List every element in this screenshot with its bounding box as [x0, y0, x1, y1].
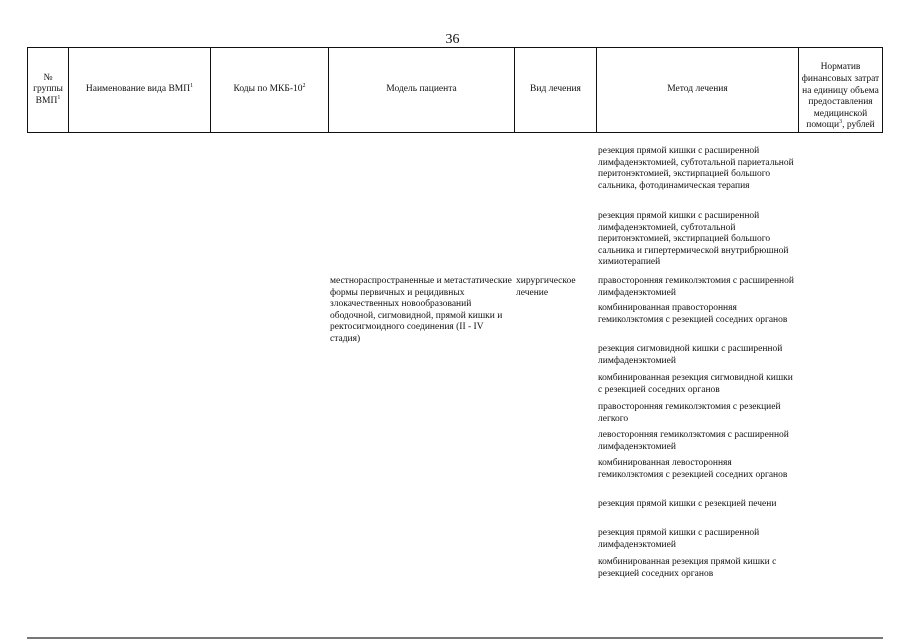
column-divider: [68, 47, 69, 133]
header-bottom-border: [27, 132, 883, 133]
method-item: правосторонняя гемиколэктомия с резекцией легкого: [598, 402, 781, 424]
method-item: резекция сигмовидной кишки с расширенной лимфаденэктомией: [598, 344, 783, 366]
method-item: левосторонняя гемиколэктомия с расширенной лимфаденэктомией: [598, 430, 789, 452]
method-item: резекция прямой кишки с расширенной лимфаденэктомией, субтотальной перитонэктомией, экстирпацией большого сальника и гипертермической внутрибрюшной химиотерапией: [598, 211, 789, 268]
header-treatment-type-text: Вид лечения: [530, 84, 581, 95]
method-item: резекция прямой кишки с резекцией печени: [598, 499, 777, 509]
footnote-marker: 3: [839, 119, 843, 126]
column-divider: [328, 47, 329, 133]
footnote-marker: 1: [57, 94, 61, 101]
column-divider: [882, 47, 883, 133]
header-treatment-method-text: Метод лечения: [667, 84, 728, 95]
method-item: резекция прямой кишки с расширенной лимфаденэктомией: [598, 528, 760, 550]
header-patient-model-text: Модель пациента: [386, 84, 457, 95]
method-item: комбинированная резекция сигмовидной кишки с резекцией соседних органов: [598, 373, 793, 395]
header-vmp-name-text: Наименование вида ВМП: [85, 84, 191, 95]
header-vmp-name: [70, 48, 209, 132]
method-item: комбинированная резекция прямой кишки с резекцией соседних органов: [598, 557, 777, 579]
method-item: резекция прямой кишки с расширенной лимфаденэктомией, субтотальной париетальной перитонэктомией, экстирпацией большого сальника, фотодинамическая терапия: [598, 146, 794, 191]
header-treatment-type: [516, 48, 595, 132]
header-group-number: [29, 48, 67, 132]
page-number: 36: [445, 32, 460, 47]
treatment-type-cell: хирургическое лечение: [516, 276, 576, 298]
header-treatment-method: [598, 48, 797, 132]
column-divider: [514, 47, 515, 133]
header-financial-norm-text: Норматив финансовых затрат на единицу объема предоставления медицинской помощи: [801, 62, 880, 131]
patient-model-cell: местнораспространенные и метастатические формы первичных и рецидивных злокачественных новообразований ободочной, сигмовидной, прямой кишки и ректосигмоидного соединения (II - IV стадия): [330, 276, 512, 344]
footnote-marker: 2: [302, 83, 306, 90]
header-financial-norm-unit: , рублей: [842, 120, 875, 131]
column-divider: [210, 47, 211, 133]
header-patient-model: [330, 48, 513, 132]
page-bottom-edge: [27, 637, 883, 639]
header-mkb-codes: [212, 48, 327, 132]
method-item: комбинированная левосторонняя гемиколэктомия с резекцией соседних органов: [598, 458, 788, 480]
method-item: комбинированная правосторонняя гемиколэктомия с резекцией соседних органов: [598, 303, 788, 325]
footnote-marker: 1: [190, 83, 194, 90]
header-group-number-text: № группы ВМП: [33, 72, 63, 106]
method-item: правосторонняя гемиколэктомия с расширенной лимфаденэктомией: [598, 276, 794, 298]
column-divider: [596, 47, 597, 133]
header-financial-norm: [800, 48, 881, 132]
header-mkb-codes-text: Коды по МКБ-10: [233, 84, 303, 95]
column-divider: [798, 47, 799, 133]
column-divider: [27, 47, 28, 133]
